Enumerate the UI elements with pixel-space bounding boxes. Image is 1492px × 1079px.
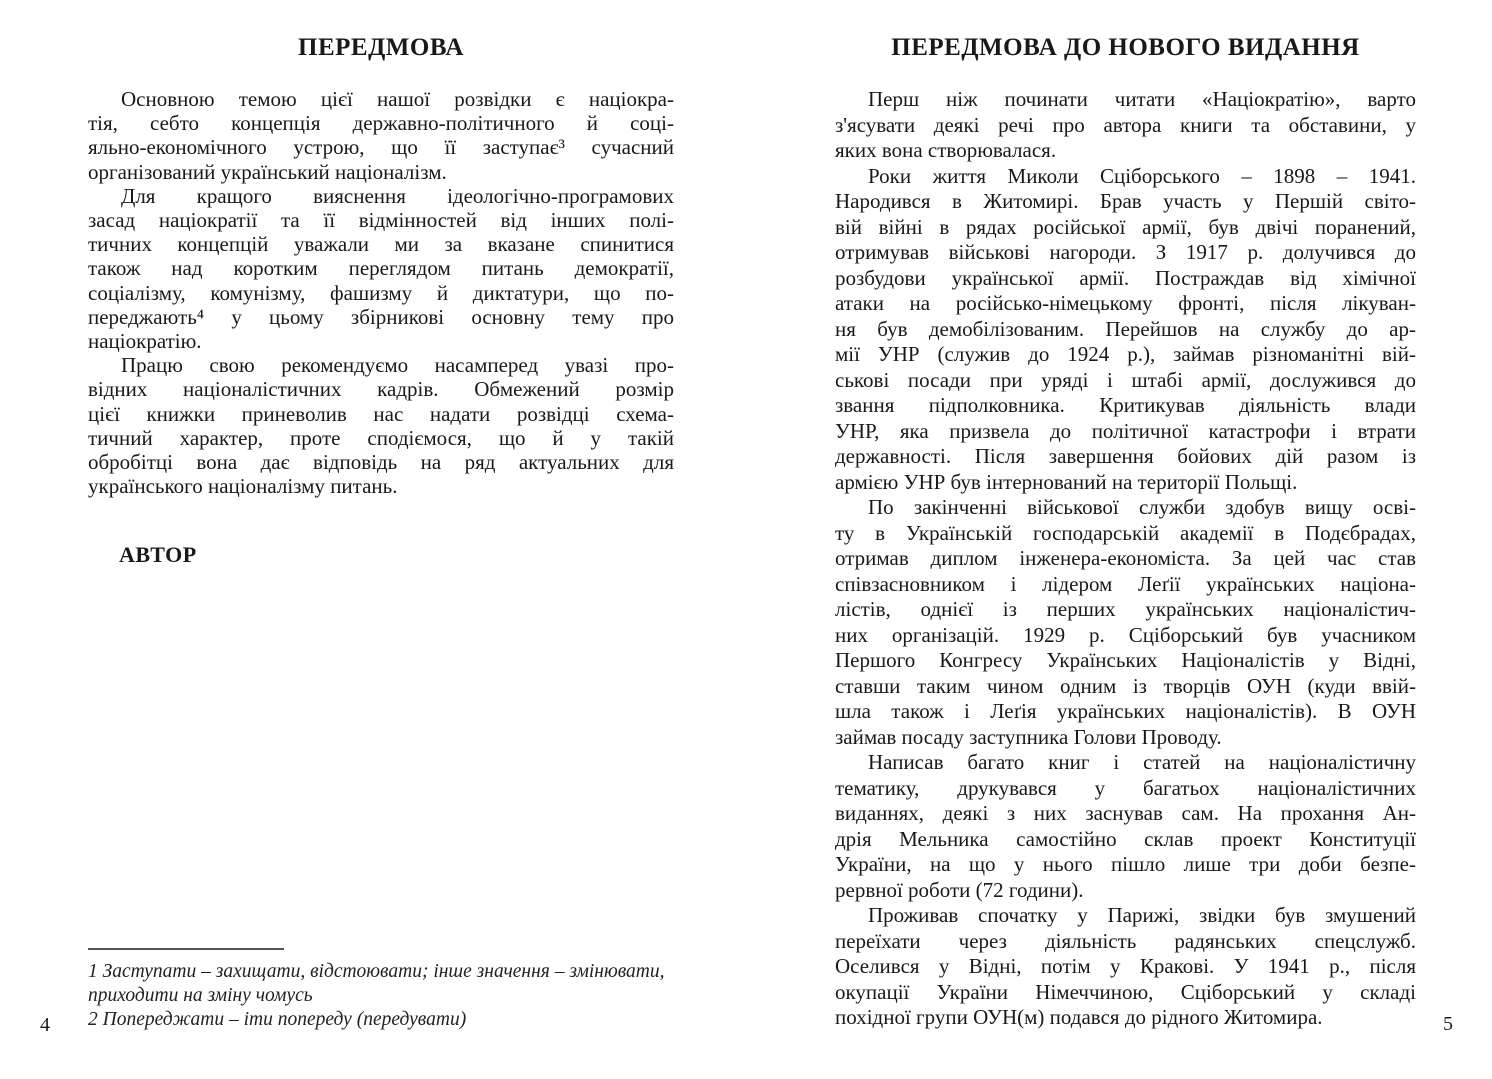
paragraph bbox=[835, 164, 1416, 496]
text-line: атаки на російсько-німецькому фронті, після лікуван- bbox=[835, 291, 1416, 315]
text-line: отримував військові нагороди. З 1917 р. долучився до bbox=[835, 240, 1416, 264]
text-line: українського націоналізму питань. bbox=[88, 474, 398, 499]
text-line: організований український націоналізм. bbox=[88, 159, 447, 184]
text-line: тичний характер, проте сподіємося, що й у такій bbox=[88, 425, 674, 450]
text-line: виданнях, деякі з них заснував сам. На прохання Ан- bbox=[835, 801, 1416, 825]
text-line: займав посаду заступника Голови Проводу. bbox=[835, 724, 1222, 749]
page-title-right: ПЕРЕДМОВА ДО НОВОГО ВИДАННЯ bbox=[891, 34, 1360, 61]
text-line: армією УНР був інтернований на території Польщі. bbox=[835, 469, 1298, 494]
paragraph bbox=[835, 87, 1416, 164]
footnote-line: 1 Заступати – захищати, відстоювати; інше значення – змінювати, bbox=[88, 961, 665, 982]
footnote-lines bbox=[88, 960, 688, 1032]
text-line: Роки життя Миколи Сціборського – 1898 – 1941. bbox=[868, 163, 1416, 188]
text-line: шла також і Леґія українських націоналістів). В ОУН bbox=[835, 699, 1416, 723]
text-line: похідної групи ОУН(м) подався до рідного Житомира. bbox=[835, 1005, 1323, 1029]
text-line: з'ясувати деякі речі про автора книги та обставини, у bbox=[835, 112, 1416, 137]
footnote-line: 2 Попереджати – іти попереду (передувати) bbox=[88, 1009, 467, 1030]
text-line: також над коротким переглядом питань демократії, bbox=[88, 256, 674, 281]
page-left bbox=[88, 0, 674, 568]
text-line: ня був демобілізованим. Перейшов на службу до ар- bbox=[835, 316, 1416, 341]
text-line: Проживав спочатку у Парижі, звідки був змушений bbox=[868, 903, 1416, 927]
paragraph bbox=[88, 353, 674, 498]
text-line: відних націоналістичних кадрів. Обмежений розмір bbox=[88, 377, 674, 402]
page-right bbox=[835, 0, 1416, 1031]
paragraph bbox=[835, 903, 1416, 1031]
page-number-left: 4 bbox=[40, 1014, 50, 1036]
text-line: лістів, однієї із перших українських націоналістич- bbox=[835, 597, 1416, 621]
footnote-line: приходити на зміну чомусь bbox=[88, 985, 313, 1006]
text-line: тематику, друкувався у багатьох націоналістичних bbox=[835, 775, 1416, 800]
text-line: ськові посади при уряді і штабі армії, дослужився до bbox=[835, 367, 1416, 392]
text-line: вій війні в рядах російської армії, був двічі поранений, bbox=[835, 214, 1416, 239]
text-line: дрія Мельника самостійно склав проект Конституції bbox=[835, 826, 1416, 851]
body-text-left bbox=[88, 87, 674, 498]
text-line: рервної роботи (72 години). bbox=[835, 877, 1084, 902]
text-line: отримав диплом інженера-економіста. За цей час став bbox=[835, 546, 1416, 570]
paragraph bbox=[835, 750, 1416, 903]
text-line: УНР, яка призвела до політичної катастрофи і втрати bbox=[835, 418, 1416, 443]
page-number-right: 5 bbox=[1443, 1013, 1453, 1035]
text-line: Працю свою рекомендуємо насамперед увазі про- bbox=[121, 353, 674, 378]
text-line: обробітці вона дає відповідь на ряд актуальних для bbox=[88, 450, 674, 475]
text-line: звання підполковника. Критикував діяльність влади bbox=[835, 393, 1416, 417]
text-line: Першого Конгресу Українських Націоналістів у Відні, bbox=[835, 648, 1416, 672]
paragraph bbox=[835, 495, 1416, 750]
text-line: України, на що у нього пішло лише три доби безпе- bbox=[835, 852, 1416, 876]
text-line: Перш ніж починати читати «Націократію», варто bbox=[868, 87, 1416, 111]
text-line: засад націократії та її відмінностей від інших полі- bbox=[88, 208, 674, 233]
text-line: ставши таким чином одним із творців ОУН (куди ввій- bbox=[835, 673, 1416, 698]
text-line: мії УНР (служив до 1924 р.), займав різноманітні вій- bbox=[835, 342, 1416, 366]
author-label: АВТОР bbox=[119, 542, 197, 568]
text-line: яльно-економічного устрою, що її заступає³ сучасний bbox=[88, 135, 674, 160]
text-line: окупації України Німеччиною, Сціборський у складі bbox=[835, 979, 1416, 1004]
text-line: соціалізму, комунізму, фашизму й диктатури, що по- bbox=[88, 280, 674, 305]
text-line: співзасновником і лідером Леґії українських націона- bbox=[835, 571, 1416, 596]
text-line: націократію. bbox=[88, 329, 202, 354]
text-line: Народився в Житомирі. Брав участь у Першій світо- bbox=[835, 189, 1416, 213]
text-line: Оселився у Відні, потім у Кракові. У 1941 р., після bbox=[835, 954, 1416, 978]
text-line: По закінченні військової служби здобув вищу осві- bbox=[868, 495, 1416, 519]
text-line: переїхати через діяльність радянських спецслужб. bbox=[835, 928, 1416, 953]
text-line: Основною темою цієї нашої розвідки є націокра- bbox=[121, 87, 674, 111]
page-title-left: ПЕРЕДМОВА bbox=[298, 34, 464, 61]
footnote-divider bbox=[88, 948, 284, 950]
text-line: розбудови української армії. Постраждав від хімічної bbox=[835, 265, 1416, 290]
text-line: Для кращого вияснення ідеологічно-програмових bbox=[121, 183, 674, 208]
text-line: державності. Після завершення бойових дій разом із bbox=[835, 444, 1416, 468]
body-text-right bbox=[835, 87, 1416, 1031]
paragraph bbox=[88, 184, 674, 353]
text-line: них організацій. 1929 р. Сціборський був учасником bbox=[835, 622, 1416, 647]
text-line: Написав багато книг і статей на націоналістичну bbox=[868, 750, 1416, 774]
text-line: тичних концепцій уважали ми за вказане спинитися bbox=[88, 232, 674, 257]
text-line: тія, себто концепція державно-політичного й соці- bbox=[88, 111, 674, 136]
text-line: ту в Українській господарській академії в Подєбрадах, bbox=[835, 520, 1416, 545]
text-line: цієї книжки приневолив нас надати розвідці схема- bbox=[88, 401, 674, 426]
paragraph bbox=[88, 87, 674, 184]
text-line: яких вона створювалася. bbox=[835, 138, 1057, 162]
footnote-block bbox=[88, 948, 688, 1032]
text-line: переджають⁴ у цьому збірникові основну тему про bbox=[88, 304, 674, 329]
